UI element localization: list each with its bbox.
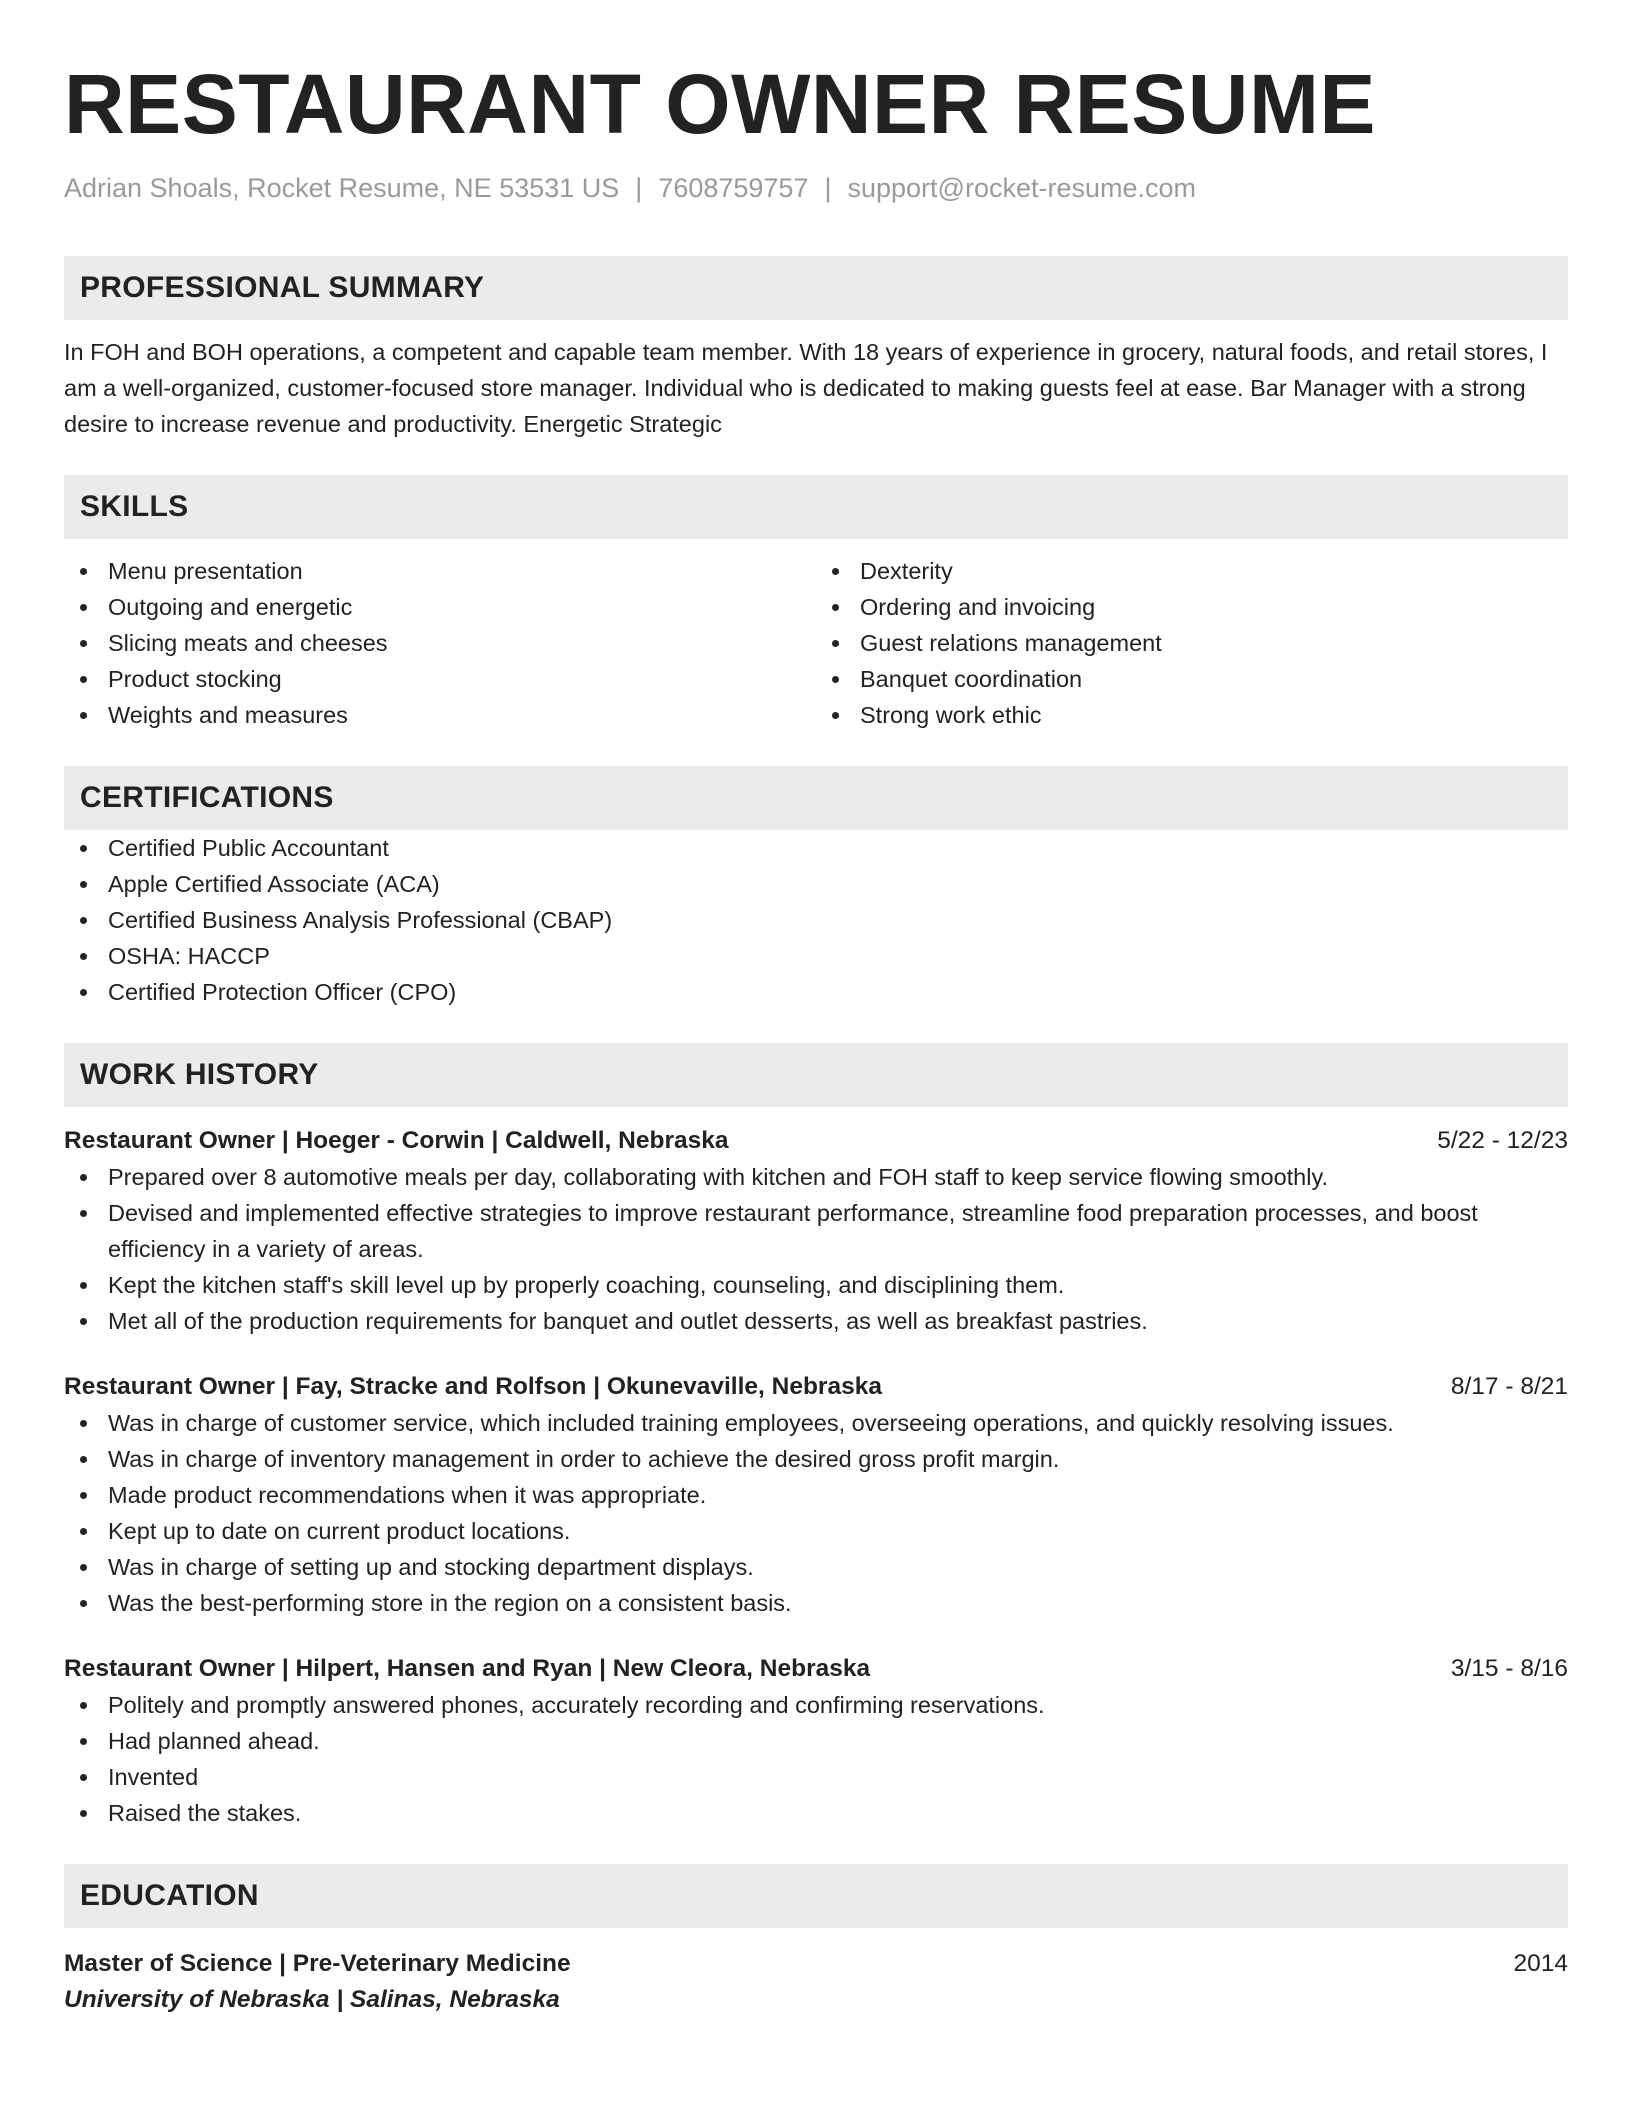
certification-item: Certified Protection Officer (CPO): [108, 974, 1568, 1010]
skill-item: Strong work ethic: [860, 697, 1568, 733]
job-bullet: Kept the kitchen staff's skill level up by properly coaching, counseling, and disciplining them.: [108, 1267, 1568, 1303]
skills-column-right: [816, 553, 1568, 733]
skills-list-left: [64, 553, 816, 733]
job-bullet-list: [64, 1405, 1568, 1621]
job-dates: 5/22 - 12/23: [1437, 1127, 1568, 1154]
work-history-heading: WORK HISTORY: [64, 1043, 1568, 1107]
job-header: [64, 1123, 1568, 1159]
skill-item: Guest relations management: [860, 625, 1568, 661]
job-bullet: Was in charge of setting up and stocking department displays.: [108, 1549, 1568, 1585]
education-row: [64, 1946, 1568, 1982]
work-history-list: [64, 1123, 1568, 1831]
skill-item: Weights and measures: [108, 697, 816, 733]
contact-separator: |: [635, 173, 643, 203]
skill-item: Menu presentation: [108, 553, 816, 589]
contact-address: Adrian Shoals, Rocket Resume, NE 53531 US: [64, 173, 620, 203]
contact-separator: |: [824, 173, 832, 203]
job-bullet: Raised the stakes.: [108, 1795, 1568, 1831]
skill-item: Slicing meats and cheeses: [108, 625, 816, 661]
certification-item: Certified Public Accountant: [108, 830, 1568, 866]
education-school: University of Nebraska | Salinas, Nebraska: [64, 1986, 560, 2013]
certification-item: Apple Certified Associate (ACA): [108, 866, 1568, 902]
job-dates: 8/17 - 8/21: [1450, 1373, 1568, 1400]
skills-column-left: [64, 553, 816, 733]
education-year: 2014: [1513, 1950, 1568, 1977]
job-bullet-list: [64, 1687, 1568, 1831]
job-header: [64, 1369, 1568, 1405]
skills-grid: [64, 553, 1568, 733]
certification-item: Certified Business Analysis Professional (CBAP): [108, 902, 1568, 938]
skill-item: Dexterity: [860, 553, 1568, 589]
job-header: [64, 1651, 1568, 1687]
summary-heading: PROFESSIONAL SUMMARY: [64, 256, 1568, 320]
contact-line: [64, 170, 1568, 206]
certifications-heading: CERTIFICATIONS: [64, 766, 1568, 830]
certification-item: OSHA: HACCP: [108, 938, 1568, 974]
job-bullet: Prepared over 8 automotive meals per day, collaborating with kitchen and FOH staff to keep service flowing smoothly.: [108, 1159, 1568, 1195]
certifications-list: [64, 830, 1568, 1010]
job-title: Restaurant Owner | Hoeger - Corwin | Caldwell, Nebraska: [64, 1127, 729, 1154]
skill-item: Ordering and invoicing: [860, 589, 1568, 625]
skill-item: Banquet coordination: [860, 661, 1568, 697]
job-title: Restaurant Owner | Hilpert, Hansen and Ryan | New Cleora, Nebraska: [64, 1655, 871, 1682]
job-bullet: Was in charge of customer service, which included training employees, overseeing operations, and quickly resolving issues.: [108, 1405, 1568, 1441]
skill-item: Outgoing and energetic: [108, 589, 816, 625]
job-bullet: Made product recommendations when it was appropriate.: [108, 1477, 1568, 1513]
contact-phone: 7608759757: [658, 173, 809, 203]
skills-list-right: [816, 553, 1568, 733]
job-bullet: Was the best-performing store in the region on a consistent basis.: [108, 1585, 1568, 1621]
job-bullet: Kept up to date on current product locations.: [108, 1513, 1568, 1549]
resume-title: RESTAURANT OWNER RESUME: [64, 57, 1376, 151]
job-title: Restaurant Owner | Fay, Stracke and Rolfson | Okunevaville, Nebraska: [64, 1373, 882, 1400]
skills-heading: SKILLS: [64, 475, 1568, 539]
job-bullet: Invented: [108, 1759, 1568, 1795]
job-bullet: Met all of the production requirements for banquet and outlet desserts, as well as breakfast pastries.: [108, 1303, 1568, 1339]
job-bullet: Had planned ahead.: [108, 1723, 1568, 1759]
education-degree: Master of Science | Pre-Veterinary Medicine: [64, 1950, 571, 1977]
job-bullet-list: [64, 1159, 1568, 1339]
skill-item: Product stocking: [108, 661, 816, 697]
job-bullet: Politely and promptly answered phones, accurately recording and confirming reservations.: [108, 1687, 1568, 1723]
job-bullet: Devised and implemented effective strategies to improve restaurant performance, streamline food preparation processes, and boost efficiency in a variety of areas.: [108, 1195, 1568, 1267]
education-heading: EDUCATION: [64, 1864, 1568, 1928]
contact-email: support@rocket-resume.com: [847, 173, 1197, 203]
job-bullet: Was in charge of inventory management in order to achieve the desired gross profit margin.: [108, 1441, 1568, 1477]
summary-text: In FOH and BOH operations, a competent and capable team member. With 18 years of experience in grocery, natural foods, and retail stores, I am a well-organized, customer-focused store manager. Individual who is dedicated to making guests feel at ease. Bar Manager with a strong desire to increase revenue and productivity. Energetic Strategic: [64, 339, 1548, 437]
job-dates: 3/15 - 8/16: [1450, 1655, 1568, 1682]
